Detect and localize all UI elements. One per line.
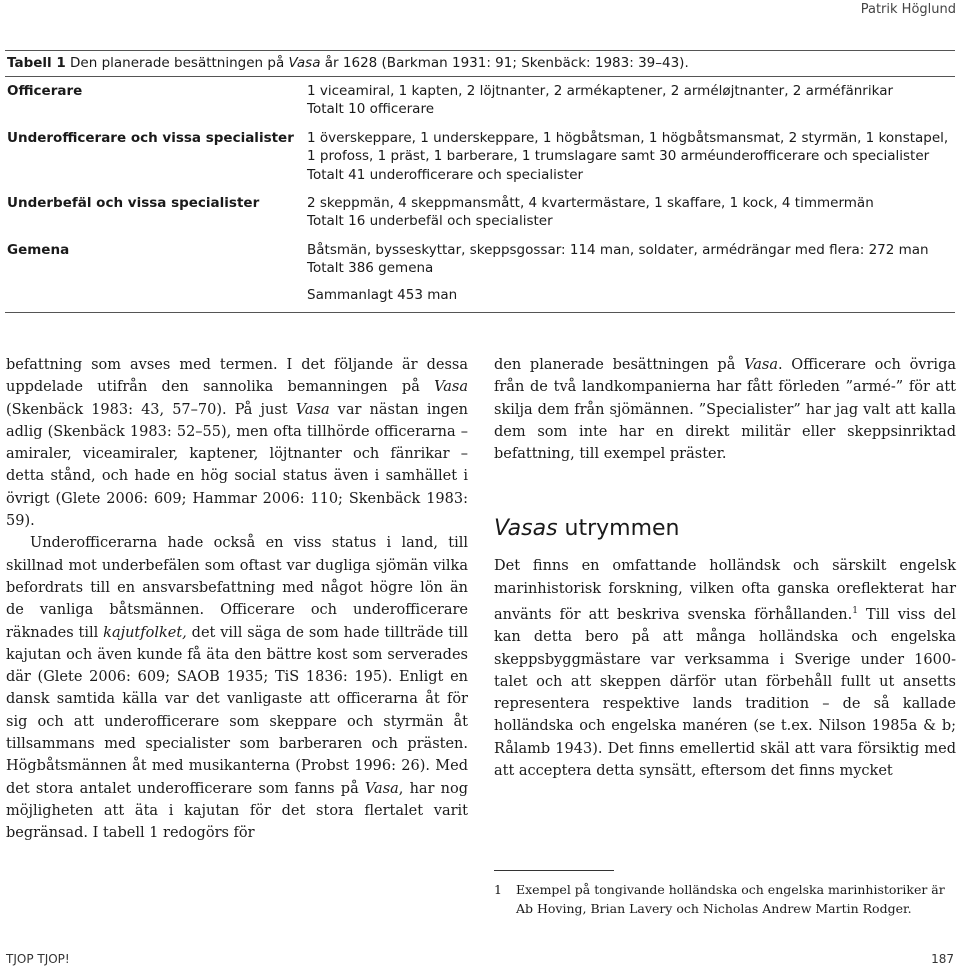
row-line: Båtsmän, bysseskyttar, skeppsgossar: 114 man, soldater, armédrängar med flera: 272 man <box>307 241 929 258</box>
row-line: 1 profoss, 1 präst, 1 barberare, 1 trumslagare samt 30 arméunderofficerare och specialister <box>307 148 930 165</box>
table-bottom-rule <box>5 312 955 313</box>
footnote-number: 1 <box>494 882 502 897</box>
table-caption-ship: Vasa <box>288 55 321 71</box>
row-line: 2 skeppmän, 4 skeppmansmått, 4 kvartermästare, 1 skaffare, 1 kock, 4 timmermän <box>307 195 874 212</box>
paragraph: Underofficerarna hade också en viss status i land, till skillnad mot underbefälen som oftast var dugliga sjömän vilka befordrats till en ansvarsbefattning med något högre lön än de vanliga båtsmännen. Officerare och underofficerare räknades till kajutfolket, det vill säga de som hade tillträde till kajutan och även kunde få äta den bättre kost som serverades där (Glete 2006: 609; SAOB 1935; TiS 1836: 195). Enligt en dansk samtida källa var det vanligaste att officerarna åt för sig och att underofficerare som skeppare och styrmän åt tillsammans med specialister som barberaren och prästen. Högbåtsmännen åt med musikanterna (Probst 1996: 26). Med det stora antalet underofficerare som fanns på Vasa, har nog möjligheten att äta i kajutan för det stora flertalet varit begränsad. I tabell 1 redogörs för <box>6 535 469 842</box>
footnote <box>494 880 960 918</box>
running-header-author: Patrik Höglund <box>860 2 956 17</box>
row-line: Totalt 16 underbefäl och specialister <box>307 213 553 230</box>
table-row <box>5 241 955 278</box>
left-column <box>6 354 468 845</box>
table-caption-text-end: år 1628 (Barkman 1931: 91; Skenbäck: 1983: 39–43). <box>320 55 689 71</box>
table-caption-label: Tabell 1 <box>7 55 66 71</box>
footer-journal: TJOP TJOP! <box>6 952 70 966</box>
table-total: Sammanlagt 453 man <box>307 286 458 303</box>
row-line: 1 överskeppare, 1 underskeppare, 1 högbåtsman, 1 högbåtsmansmat, 2 styrmän, 1 konstapel, <box>307 129 949 146</box>
row-category: Underofficerare och vissa specialister <box>7 129 294 146</box>
row-line: 1 viceamiral, 1 kapten, 2 löjtnanter, 2 armékaptener, 2 arméløjtnanter, 2 arméfänrikar <box>307 83 894 99</box>
row-category: Underbefäl och vissa specialister <box>7 195 260 212</box>
table-row <box>5 194 955 231</box>
table-row <box>5 82 955 119</box>
paragraph: Det finns en omfattande holländsk och särskilt engelsk marinhistorisk forskning, vilken ofta ganska oreflekterat har använts för att beskriva svenska förhållanden.$^1$ Till viss del kan detta bero på att många holländska och engelska skeppsbyggmästare var verksamma i Sverige under 1600-talet och att skeppen därför utan förbehåll fullt ut ansetts representera respektive lands tradition – de så kallade holländska och engelska manéren (se t.ex. Nilson 1985a & b; Rålamb 1943). Det finns emellertid skäl att vara försiktig med att acceptera detta synsätt, eftersom det finns mycket <box>494 558 956 779</box>
row-category: Gemena <box>7 241 70 258</box>
row-items <box>307 194 955 231</box>
paragraph: befattning som avses med termen. I det följande är dessa uppdelade utifrån den sannolika bemanningen på Vasa (Skenbäck 1983: 43, 57–70). På just Vasa var nästan ingen adlig (Skenbäck 1983: 52–55), men ofta tillhörde officerarna – amiraler, viceamiraler, kaptener, löjtnanter och fänrikar – detta stånd, och hade en hög social status även i samhället i övrigt (Glete 2006: 609; Hammar 2006: 110; Skenbäck 1983: 59). <box>6 357 469 530</box>
table-total-row <box>5 278 955 304</box>
footnote-text: Exempel på tongivande holländska och engelska marinhistoriker är Ab Hoving, Brian Lavery och Nicholas Andrew Martin Rodger. <box>516 882 945 916</box>
row-line: Totalt 41 underofficerare och specialister <box>307 166 584 183</box>
row-category: Officerare <box>7 83 83 99</box>
table-caption-rule <box>5 76 955 77</box>
crew-table <box>5 50 955 313</box>
table-caption <box>5 51 955 76</box>
row-items <box>307 129 955 184</box>
row-items <box>307 241 955 278</box>
row-line: Totalt 386 gemena <box>307 260 434 277</box>
row-line: Totalt 10 officerare <box>307 101 435 118</box>
footnote-ref[interactable]: 1 <box>852 606 858 617</box>
page-number: 187 <box>931 952 954 966</box>
right-column <box>494 354 956 782</box>
table-caption-text: Den planerade besättningen på <box>65 55 289 71</box>
table-row <box>5 129 955 184</box>
section-heading: Vasas utrymmen <box>494 516 680 542</box>
paragraph: den planerade besättningen på Vasa. Officerare och övriga från de två landkompanierna har fått förleden ”armé-” för att skilja dem från sjömännen. ”Specialister” har jag valt att kalla dem som inte har en direkt militär eller skeppsinriktad befattning, till exempel präster. <box>494 357 956 463</box>
footnote-rule <box>494 870 614 871</box>
row-items <box>307 82 955 119</box>
